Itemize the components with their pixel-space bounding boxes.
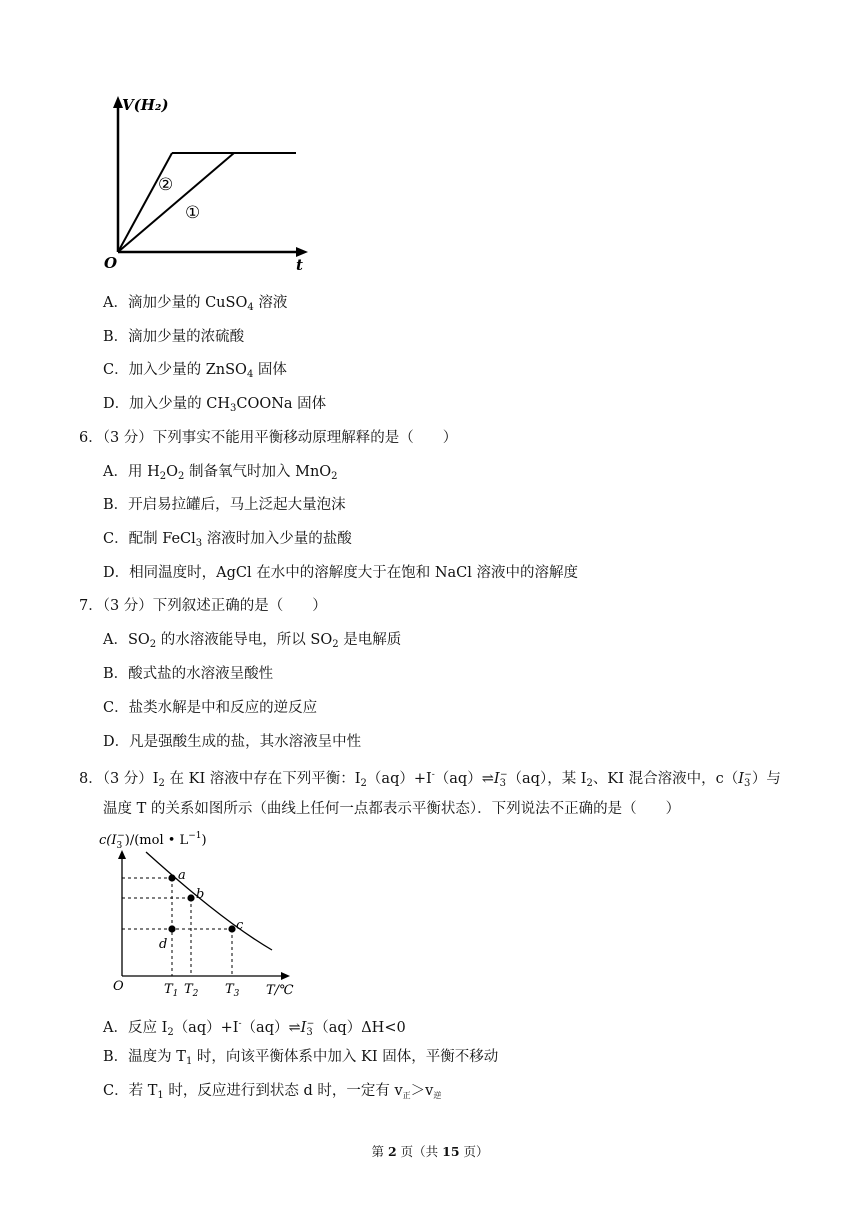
x-axis-label: T/℃ xyxy=(266,983,294,998)
q6-option-b: B．开启易拉罐后，马上泛起大量泡沫 xyxy=(103,497,346,513)
curve-1-line xyxy=(118,153,234,252)
curve-2-label: ② xyxy=(158,175,174,195)
q7-option-d: D．凡是强酸生成的盐，其水溶液呈中性 xyxy=(103,734,362,750)
tick-t1: $T_1$ xyxy=(164,982,179,999)
point-c-label: c xyxy=(236,918,244,933)
point-a xyxy=(168,874,175,881)
curve-2-line xyxy=(118,153,172,252)
point-c xyxy=(228,925,235,932)
q8-stem-line-1: 8．（3 分）$I_2$ 在 KI 溶液中存在下列平衡：$I_2(aq)+I^-(aq)\rightleftharpoons I_3^-(aq)$，某 $I_2$、KI 混合溶液中，$c(I_3^-)$与 xyxy=(79,770,781,789)
equilibrium-curve xyxy=(146,852,272,950)
point-d-label: d xyxy=(159,937,168,952)
origin-label: O xyxy=(113,979,124,994)
q5-option-a: A．滴加少量的 CuSO$_4$ 溶液 xyxy=(103,295,288,313)
q6-stem: 6．（3 分）下列事实不能用平衡移动原理解释的是（ ） xyxy=(79,430,458,446)
q6-option-a: A．用 $H_2O_2$ 制备氧气时加入 MnO$_2$ xyxy=(103,464,338,482)
q6-option-d: D．相同温度时，AgCl 在水中的溶解度大于在饱和 NaCl 溶液中的溶解度 xyxy=(103,565,579,581)
q5-option-b: B．滴加少量的浓硫酸 xyxy=(103,329,245,345)
page-footer: 第 2 页（共 15 页） xyxy=(371,1144,489,1159)
q8-option-c: C．若 $T_1$ 时，反应进行到状态 d 时，一定有 $v_正>v_逆$ xyxy=(103,1083,442,1101)
tick-t3: $T_3$ xyxy=(225,982,240,999)
q5-option-c: C．加入少量的 ZnSO$_4$ 固体 xyxy=(103,362,287,380)
q6-option-c: C．配制 FeCl$_3$ 溶液时加入少量的盐酸 xyxy=(103,531,352,549)
q7-option-b: B．酸式盐的水溶液呈酸性 xyxy=(103,666,274,682)
y-axis-label: $c(I_3-)/(mol$ • $L^{-1}$) xyxy=(99,831,207,851)
point-a-label: a xyxy=(178,868,186,883)
q8-stem-line-2: 温度 T 的关系如图所示（曲线上任何一点都表示平衡状态）．下列说法不正确的是（ ） xyxy=(103,801,681,817)
x-axis-label: t xyxy=(296,256,303,274)
point-b xyxy=(187,894,194,901)
q7-option-a: A．$SO_2$ 的水溶液能导电，所以 $SO_2$ 是电解质 xyxy=(103,632,402,650)
figure-hydrogen-volume xyxy=(100,92,320,277)
tick-t2: $T_2$ xyxy=(184,982,199,999)
q5-option-d: D．加入少量的 $CH_3COONa$ 固体 xyxy=(103,396,327,414)
q7-stem: 7．（3 分）下列叙述正确的是（ ） xyxy=(79,598,327,614)
point-d xyxy=(168,925,175,932)
curve-1-label: ① xyxy=(185,203,201,223)
figure-equilibrium-curve xyxy=(96,826,316,1006)
origin-label: O xyxy=(104,254,118,272)
y-axis-label: V(H₂) xyxy=(122,96,169,114)
q8-option-b: B．温度为 $T_1$ 时，向该平衡体系中加入 KI 固体，平衡不移动 xyxy=(103,1049,499,1067)
q8-option-a: A．反应 $I_2(aq)+I^-(aq)\rightleftharpoons I_3^-(aq)\Delta H<0$ xyxy=(103,1019,406,1038)
q7-option-c: C．盐类水解是中和反应的逆反应 xyxy=(103,700,318,716)
point-b-label: b xyxy=(196,887,205,902)
